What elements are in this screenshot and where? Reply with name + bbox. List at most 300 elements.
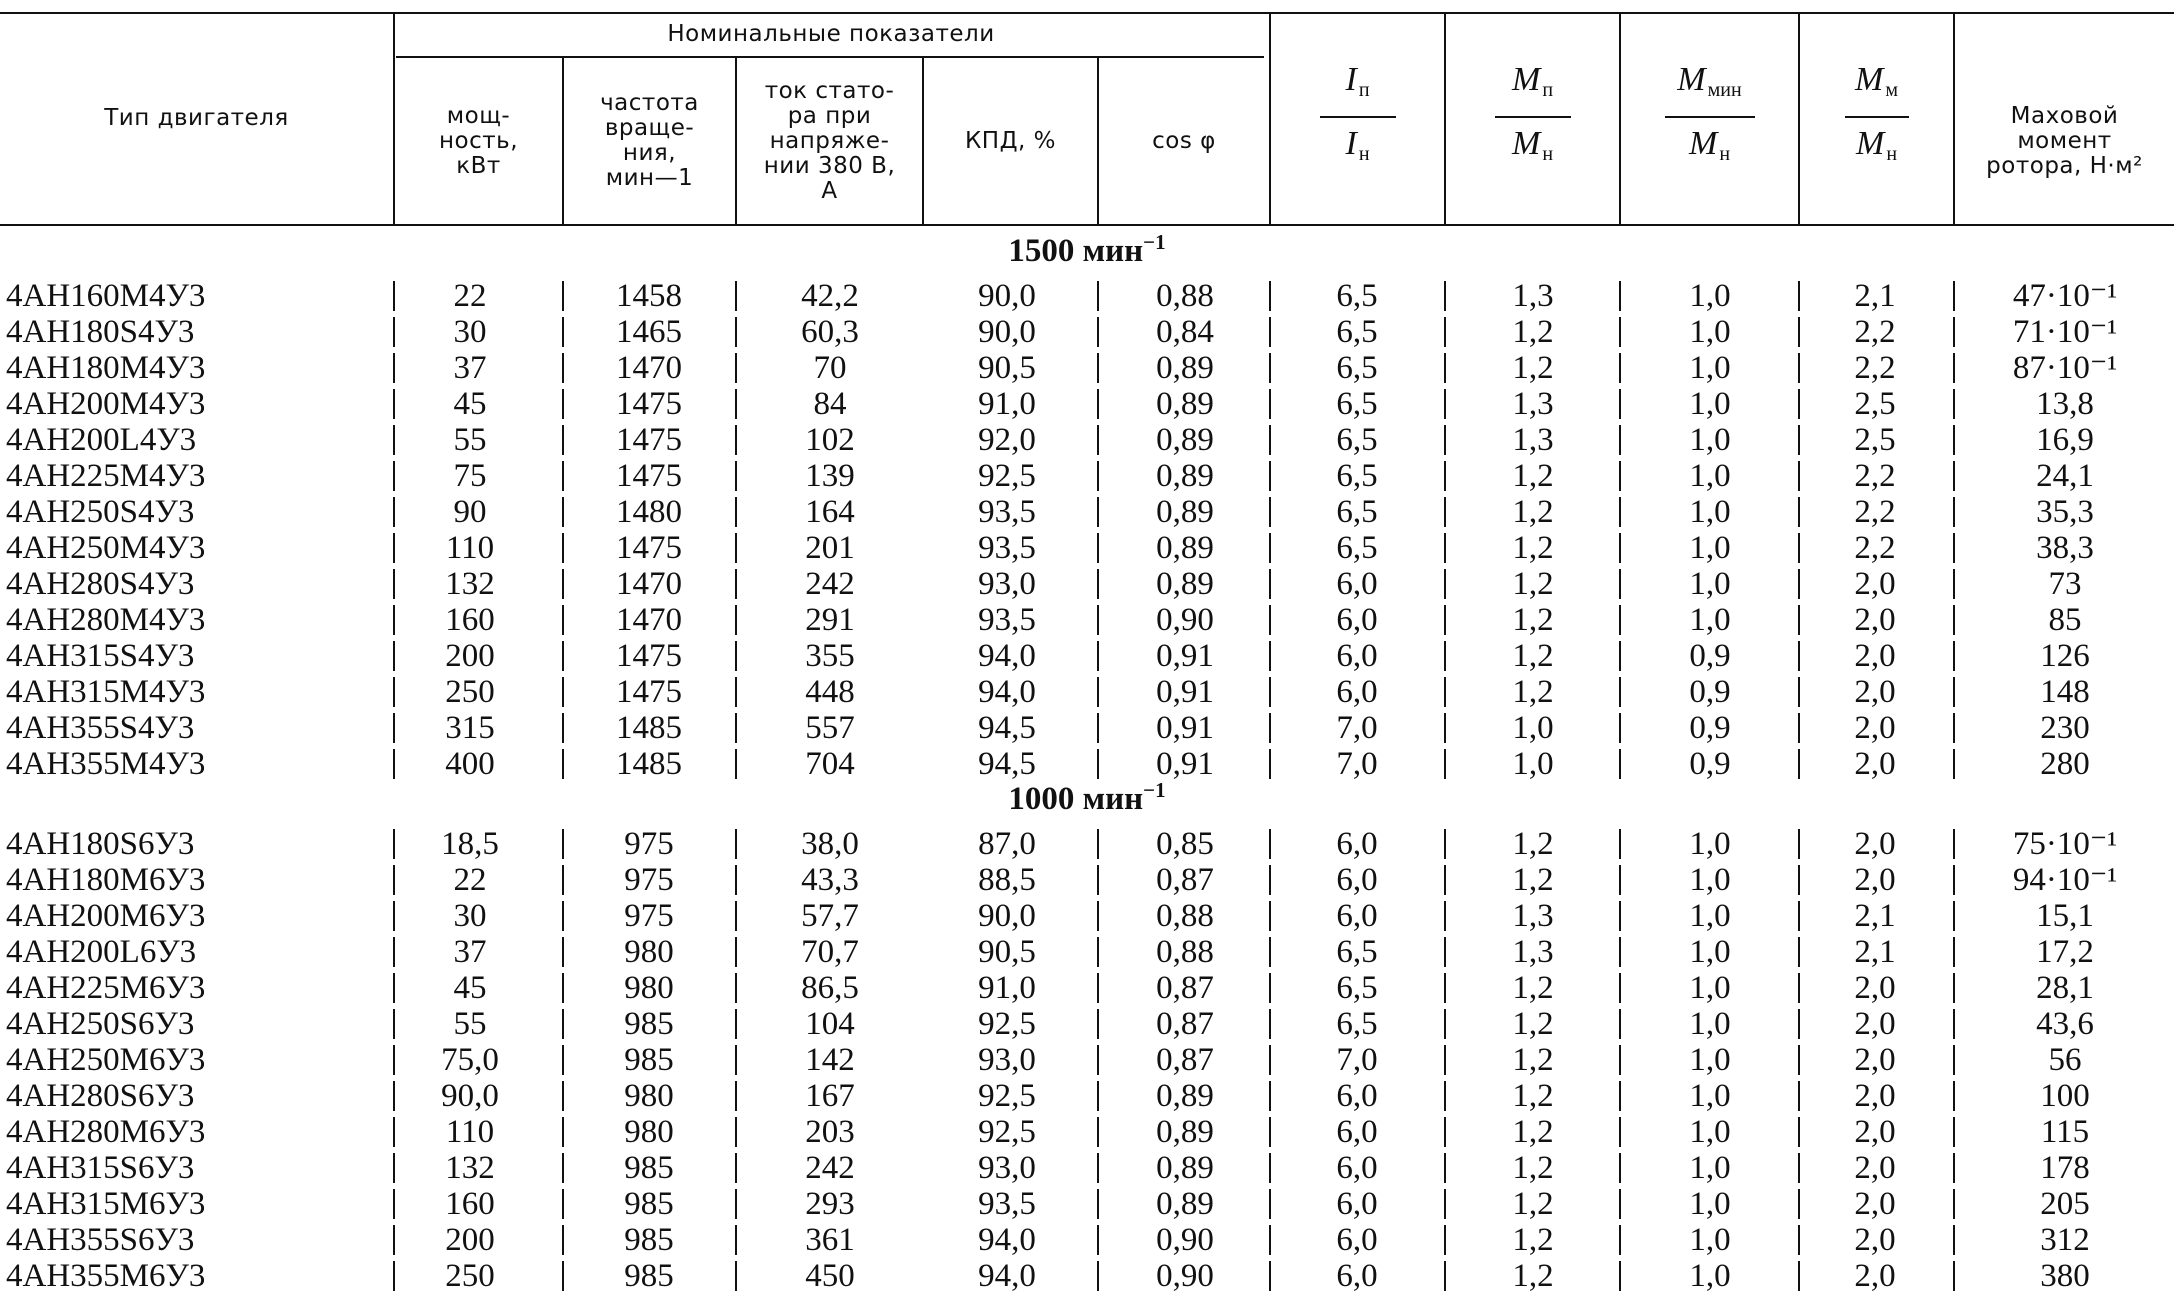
efficiency-cell: 90,0 xyxy=(978,314,1036,350)
flywheel-cell: 73 xyxy=(2048,566,2082,602)
ip-in-cell: 6,0 xyxy=(1336,638,1378,674)
motor-type-cell: 4АН280М4У3 xyxy=(6,602,206,638)
column-separator xyxy=(1619,569,1621,599)
column-separator xyxy=(735,1045,737,1075)
mmin-mn-cell: 1,0 xyxy=(1689,1006,1731,1042)
mm-mn-cell: 2,5 xyxy=(1854,422,1896,458)
motor-type-cell: 4АН200L6У3 xyxy=(6,934,197,970)
flywheel-cell: 71·10⁻¹ xyxy=(2012,314,2118,350)
current-cell: 42,2 xyxy=(801,278,859,314)
column-separator xyxy=(1953,937,1955,967)
mp-mn-cell: 1,3 xyxy=(1512,422,1554,458)
mm-mn-cell: 2,0 xyxy=(1854,1006,1896,1042)
column-separator xyxy=(393,901,395,931)
column-separator xyxy=(735,1225,737,1255)
table-row xyxy=(0,970,2174,1006)
column-separator xyxy=(1097,605,1099,635)
table-row xyxy=(0,710,2174,746)
ip-in-cell: 7,0 xyxy=(1336,746,1378,782)
column-separator xyxy=(393,1153,395,1183)
ip-in-cell: 6,5 xyxy=(1336,350,1378,386)
flywheel-cell: 43,6 xyxy=(2036,1006,2094,1042)
column-separator xyxy=(735,1081,737,1111)
power-cell: 37 xyxy=(453,934,487,970)
column-separator xyxy=(1444,1117,1446,1147)
column-separator xyxy=(735,353,737,383)
column-separator xyxy=(1269,317,1271,347)
mm-mn-cell: 2,0 xyxy=(1854,1078,1896,1114)
power-cell: 160 xyxy=(445,1186,495,1222)
ratio-symbol: M xyxy=(1511,125,1541,162)
ip-in-cell: 6,0 xyxy=(1336,1114,1378,1150)
column-separator xyxy=(393,461,395,491)
column-separator xyxy=(1269,389,1271,419)
current-cell: 355 xyxy=(805,638,855,674)
header-power-line: кВт xyxy=(456,152,501,179)
column-separator xyxy=(1444,497,1446,527)
flywheel-cell: 47·10⁻¹ xyxy=(2012,278,2118,314)
flywheel-cell: 75·10⁻¹ xyxy=(2012,826,2118,862)
power-cell: 30 xyxy=(453,314,487,350)
column-separator xyxy=(393,865,395,895)
cos-phi-cell: 0,89 xyxy=(1156,386,1214,422)
column-separator xyxy=(1444,461,1446,491)
column-separator xyxy=(1619,1081,1621,1111)
header-cos-phi xyxy=(1099,58,1269,224)
column-separator xyxy=(1798,1189,1800,1219)
column-separator xyxy=(1953,1081,1955,1111)
column-separator xyxy=(562,497,564,527)
column-separator xyxy=(562,829,564,859)
column-separator xyxy=(1619,677,1621,707)
table-row xyxy=(0,934,2174,970)
table-row xyxy=(0,566,2174,602)
efficiency-cell: 94,5 xyxy=(978,710,1036,746)
ratio-numerator xyxy=(1512,60,1553,110)
column-separator xyxy=(1444,353,1446,383)
mmin-mn-cell: 1,0 xyxy=(1689,934,1731,970)
column-separator xyxy=(1269,973,1271,1003)
ratio-subscript: н xyxy=(1358,143,1370,165)
motor-type-cell: 4АН200М6У3 xyxy=(6,898,206,934)
motor-type-cell: 4АН200М4У3 xyxy=(6,386,206,422)
column-separator xyxy=(393,1225,395,1255)
ratio-symbol: M xyxy=(1855,61,1884,98)
motor-type-cell: 4АН250S6У3 xyxy=(6,1006,195,1042)
column-separator xyxy=(1619,749,1621,779)
ratio-subscript: н xyxy=(1886,143,1898,165)
ratio-denominator xyxy=(1345,124,1369,174)
column-separator xyxy=(1444,973,1446,1003)
column-separator xyxy=(1097,1225,1099,1255)
mm-mn-cell: 2,2 xyxy=(1854,458,1896,494)
mp-mn-cell: 1,2 xyxy=(1512,826,1554,862)
column-separator xyxy=(1798,865,1800,895)
motor-type-cell: 4АН225М6У3 xyxy=(6,970,206,1006)
current-cell: 291 xyxy=(805,602,855,638)
column-separator xyxy=(1269,1081,1271,1111)
fraction-bar xyxy=(1665,116,1755,118)
column-separator xyxy=(1444,569,1446,599)
speed-cell: 1475 xyxy=(616,458,682,494)
efficiency-cell: 92,5 xyxy=(978,1006,1036,1042)
mp-mn-cell: 1,2 xyxy=(1512,530,1554,566)
efficiency-cell: 93,0 xyxy=(978,1042,1036,1078)
column-separator xyxy=(393,389,395,419)
efficiency-cell: 90,0 xyxy=(978,278,1036,314)
mp-mn-cell: 1,0 xyxy=(1512,710,1554,746)
column-separator xyxy=(1444,749,1446,779)
column-separator xyxy=(1953,569,1955,599)
header-flywheel-moment xyxy=(1955,58,2174,224)
mp-mn-cell: 1,3 xyxy=(1512,278,1554,314)
motor-type-cell: 4АН315М4У3 xyxy=(6,674,206,710)
header-speed-line: частота xyxy=(600,90,699,116)
column-separator xyxy=(1798,713,1800,743)
cos-phi-cell: 0,87 xyxy=(1156,862,1214,898)
motor-type-cell: 4АН315S4У3 xyxy=(6,638,195,674)
column-separator xyxy=(1619,865,1621,895)
column-separator xyxy=(735,829,737,859)
column-separator xyxy=(1097,1081,1099,1111)
column-separator xyxy=(735,1009,737,1039)
header-current-line: ра при xyxy=(787,102,872,129)
efficiency-cell: 94,5 xyxy=(978,746,1036,782)
column-separator xyxy=(562,1045,564,1075)
speed-cell: 985 xyxy=(624,1042,674,1078)
column-separator xyxy=(1953,1189,1955,1219)
mp-mn-cell: 1,2 xyxy=(1512,494,1554,530)
mmin-mn-cell: 1,0 xyxy=(1689,530,1731,566)
column-separator xyxy=(1097,865,1099,895)
mm-mn-cell: 2,2 xyxy=(1854,350,1896,386)
current-cell: 43,3 xyxy=(801,862,859,898)
column-separator xyxy=(735,281,737,311)
column-separator xyxy=(1798,1081,1800,1111)
column-separator xyxy=(1444,1081,1446,1111)
ip-in-cell: 6,0 xyxy=(1336,674,1378,710)
speed-cell: 980 xyxy=(624,1114,674,1150)
column-separator xyxy=(1619,713,1621,743)
motor-type-cell: 4АН355S6У3 xyxy=(6,1222,195,1258)
column-separator xyxy=(1097,353,1099,383)
column-separator xyxy=(735,497,737,527)
cos-phi-cell: 0,90 xyxy=(1156,1222,1214,1258)
mp-mn-cell: 1,2 xyxy=(1512,674,1554,710)
flywheel-cell: 312 xyxy=(2040,1222,2090,1258)
efficiency-cell: 91,0 xyxy=(978,970,1036,1006)
efficiency-cell: 90,5 xyxy=(978,350,1036,386)
mm-mn-cell: 2,0 xyxy=(1854,1114,1896,1150)
column-separator xyxy=(735,713,737,743)
mm-mn-cell: 2,0 xyxy=(1854,674,1896,710)
column-separator xyxy=(562,1153,564,1183)
flywheel-cell: 280 xyxy=(2040,746,2090,782)
column-separator xyxy=(1619,497,1621,527)
flywheel-cell: 56 xyxy=(2048,1042,2082,1078)
column-separator xyxy=(393,425,395,455)
table-row xyxy=(0,314,2174,350)
column-separator xyxy=(1798,901,1800,931)
column-separator xyxy=(1097,533,1099,563)
mp-mn-cell: 1,0 xyxy=(1512,746,1554,782)
mp-mn-cell: 1,2 xyxy=(1512,638,1554,674)
ratio-numerator xyxy=(1677,60,1741,110)
motor-type-cell: 4АН280S6У3 xyxy=(6,1078,195,1114)
column-separator xyxy=(735,605,737,635)
column-separator xyxy=(1269,461,1271,491)
column-separator xyxy=(1953,1153,1955,1183)
speed-cell: 980 xyxy=(624,970,674,1006)
ip-in-cell: 6,5 xyxy=(1336,970,1378,1006)
column-separator xyxy=(393,353,395,383)
column-separator xyxy=(1798,749,1800,779)
flywheel-cell: 205 xyxy=(2040,1186,2090,1222)
header-speed xyxy=(564,58,735,224)
column-separator xyxy=(393,281,395,311)
speed-cell: 985 xyxy=(624,1186,674,1222)
column-separator xyxy=(393,533,395,563)
header-flywheel-line: Маховой xyxy=(2010,102,2119,129)
mm-mn-cell: 2,0 xyxy=(1854,746,1896,782)
column-separator xyxy=(1097,749,1099,779)
ratio-numerator xyxy=(1855,60,1898,110)
column-separator xyxy=(1619,1189,1621,1219)
column-separator xyxy=(1269,1189,1271,1219)
motor-type-cell: 4АН355М6У3 xyxy=(6,1258,206,1294)
column-separator xyxy=(1444,281,1446,311)
ratio-subscript: н xyxy=(1719,143,1731,165)
power-cell: 250 xyxy=(445,674,495,710)
column-separator xyxy=(735,973,737,1003)
cos-phi-cell: 0,89 xyxy=(1156,458,1214,494)
fraction-bar xyxy=(1495,116,1571,118)
cos-phi-cell: 0,89 xyxy=(1156,1114,1214,1150)
current-cell: 242 xyxy=(805,1150,855,1186)
table-row xyxy=(0,638,2174,674)
column-separator xyxy=(1798,973,1800,1003)
mp-mn-cell: 1,2 xyxy=(1512,314,1554,350)
column-separator xyxy=(1953,1117,1955,1147)
header-current-line: ток стато- xyxy=(764,77,895,104)
current-cell: 102 xyxy=(805,422,855,458)
column-separator xyxy=(562,973,564,1003)
mmin-mn-cell: 1,0 xyxy=(1689,1042,1731,1078)
header-speed-line: мин—1 xyxy=(605,165,694,191)
mp-mn-cell: 1,2 xyxy=(1512,970,1554,1006)
cos-phi-cell: 0,91 xyxy=(1156,710,1214,746)
column-separator xyxy=(1444,677,1446,707)
mmin-mn-cell: 0,9 xyxy=(1689,638,1731,674)
mmin-mn-cell: 1,0 xyxy=(1689,458,1731,494)
power-cell: 90,0 xyxy=(441,1078,499,1114)
table-row xyxy=(0,494,2174,530)
column-separator xyxy=(735,937,737,967)
efficiency-cell: 92,5 xyxy=(978,458,1036,494)
motor-type-cell: 4АН180М4У3 xyxy=(6,350,206,386)
ratio-subscript: п xyxy=(1542,79,1554,101)
cos-phi-cell: 0,85 xyxy=(1156,826,1214,862)
mm-mn-cell: 2,0 xyxy=(1854,638,1896,674)
column-separator xyxy=(1097,1117,1099,1147)
column-separator xyxy=(1269,533,1271,563)
table-row xyxy=(0,386,2174,422)
column-separator xyxy=(1798,569,1800,599)
mmin-mn-cell: 0,9 xyxy=(1689,746,1731,782)
column-separator xyxy=(393,317,395,347)
ip-in-cell: 6,5 xyxy=(1336,934,1378,970)
column-separator xyxy=(1619,1117,1621,1147)
column-separator xyxy=(735,641,737,671)
cos-phi-cell: 0,87 xyxy=(1156,1006,1214,1042)
column-separator xyxy=(1619,425,1621,455)
mp-mn-cell: 1,3 xyxy=(1512,386,1554,422)
current-cell: 60,3 xyxy=(801,314,859,350)
column-separator xyxy=(393,973,395,1003)
column-separator xyxy=(1798,937,1800,967)
column-separator xyxy=(393,497,395,527)
ratio-numerator xyxy=(1345,60,1369,110)
efficiency-cell: 90,5 xyxy=(978,934,1036,970)
motor-type-cell: 4АН250М4У3 xyxy=(6,530,206,566)
mp-mn-cell: 1,2 xyxy=(1512,1006,1554,1042)
cos-phi-cell: 0,87 xyxy=(1156,970,1214,1006)
mp-mn-cell: 1,2 xyxy=(1512,1114,1554,1150)
motor-type-cell: 4АН315М6У3 xyxy=(6,1186,206,1222)
table-row xyxy=(0,1078,2174,1114)
column-separator xyxy=(562,1117,564,1147)
current-cell: 293 xyxy=(805,1186,855,1222)
cos-phi-cell: 0,89 xyxy=(1156,1150,1214,1186)
ratio-subscript: м xyxy=(1885,79,1898,101)
ip-in-cell: 6,0 xyxy=(1336,898,1378,934)
column-separator xyxy=(1619,1153,1621,1183)
efficiency-cell: 93,5 xyxy=(978,1186,1036,1222)
column-separator xyxy=(562,569,564,599)
flywheel-cell: 94·10⁻¹ xyxy=(2012,862,2118,898)
motor-type-cell: 4АН355М4У3 xyxy=(6,746,206,782)
column-separator xyxy=(1619,937,1621,967)
power-cell: 160 xyxy=(445,602,495,638)
mm-mn-cell: 2,0 xyxy=(1854,826,1896,862)
column-separator xyxy=(1444,1045,1446,1075)
mm-mn-cell: 2,5 xyxy=(1854,386,1896,422)
column-separator xyxy=(1619,641,1621,671)
mmin-mn-cell: 1,0 xyxy=(1689,1078,1731,1114)
column-separator xyxy=(1444,713,1446,743)
efficiency-cell: 93,5 xyxy=(978,530,1036,566)
column-separator xyxy=(393,569,395,599)
mm-mn-cell: 2,2 xyxy=(1854,530,1896,566)
flywheel-cell: 126 xyxy=(2040,638,2090,674)
speed-cell: 1465 xyxy=(616,314,682,350)
efficiency-cell: 92,5 xyxy=(978,1078,1036,1114)
ip-in-cell: 6,0 xyxy=(1336,826,1378,862)
header-speed-line: враще- xyxy=(604,115,695,141)
mmin-mn-cell: 1,0 xyxy=(1689,1114,1731,1150)
column-separator xyxy=(1798,281,1800,311)
column-separator xyxy=(1097,677,1099,707)
column-separator xyxy=(562,677,564,707)
column-separator xyxy=(1097,1045,1099,1075)
header-power-line: ность, xyxy=(438,127,519,154)
column-separator xyxy=(735,533,737,563)
table-row xyxy=(0,746,2174,782)
column-separator xyxy=(1798,461,1800,491)
column-separator xyxy=(1619,533,1621,563)
current-cell: 70 xyxy=(813,350,847,386)
speed-cell: 1470 xyxy=(616,566,682,602)
column-separator xyxy=(735,1189,737,1219)
column-separator xyxy=(1097,1189,1099,1219)
cos-phi-cell: 0,91 xyxy=(1156,746,1214,782)
power-cell: 110 xyxy=(445,1114,495,1150)
column-separator xyxy=(1097,937,1099,967)
flywheel-cell: 178 xyxy=(2040,1150,2090,1186)
current-cell: 167 xyxy=(805,1078,855,1114)
column-separator xyxy=(1097,569,1099,599)
cos-phi-cell: 0,91 xyxy=(1156,674,1214,710)
mmin-mn-cell: 1,0 xyxy=(1689,278,1731,314)
mmin-mn-cell: 1,0 xyxy=(1689,314,1731,350)
speed-cell: 1475 xyxy=(616,530,682,566)
column-separator xyxy=(562,353,564,383)
column-separator xyxy=(1269,605,1271,635)
column-separator xyxy=(393,713,395,743)
column-separator xyxy=(1798,1117,1800,1147)
column-separator xyxy=(1619,829,1621,859)
column-separator xyxy=(1619,973,1621,1003)
column-separator xyxy=(1798,1225,1800,1255)
mm-mn-cell: 2,0 xyxy=(1854,566,1896,602)
efficiency-cell: 91,0 xyxy=(978,386,1036,422)
column-separator xyxy=(1619,389,1621,419)
mp-mn-cell: 1,2 xyxy=(1512,1258,1554,1294)
column-separator xyxy=(1798,497,1800,527)
power-cell: 75,0 xyxy=(441,1042,499,1078)
ip-in-cell: 6,0 xyxy=(1336,1186,1378,1222)
column-separator xyxy=(1798,1261,1800,1291)
power-cell: 200 xyxy=(445,638,495,674)
mmin-mn-cell: 1,0 xyxy=(1689,1258,1731,1294)
mp-mn-cell: 1,2 xyxy=(1512,1186,1554,1222)
mmin-mn-cell: 0,9 xyxy=(1689,710,1731,746)
column-separator xyxy=(1444,605,1446,635)
column-separator xyxy=(1798,389,1800,419)
column-separator xyxy=(562,461,564,491)
power-cell: 37 xyxy=(453,350,487,386)
column-separator xyxy=(1798,605,1800,635)
column-separator xyxy=(1269,497,1271,527)
mm-mn-cell: 2,1 xyxy=(1854,278,1896,314)
header-efficiency xyxy=(924,58,1097,224)
section-heading-text: 1000 мин xyxy=(1008,781,1144,817)
table-row xyxy=(0,674,2174,710)
flywheel-cell: 230 xyxy=(2040,710,2090,746)
mm-mn-cell: 2,0 xyxy=(1854,862,1896,898)
speed-cell: 975 xyxy=(624,826,674,862)
header-nominal-group xyxy=(393,12,1269,56)
power-cell: 30 xyxy=(453,898,487,934)
mp-mn-cell: 1,2 xyxy=(1512,350,1554,386)
column-separator xyxy=(1444,1189,1446,1219)
column-separator xyxy=(562,1009,564,1039)
column-separator xyxy=(393,677,395,707)
header-cos-phi-label: cos φ xyxy=(1152,127,1216,154)
mm-mn-cell: 2,2 xyxy=(1854,314,1896,350)
motor-type-cell: 4АН250S4У3 xyxy=(6,494,195,530)
column-separator xyxy=(735,569,737,599)
